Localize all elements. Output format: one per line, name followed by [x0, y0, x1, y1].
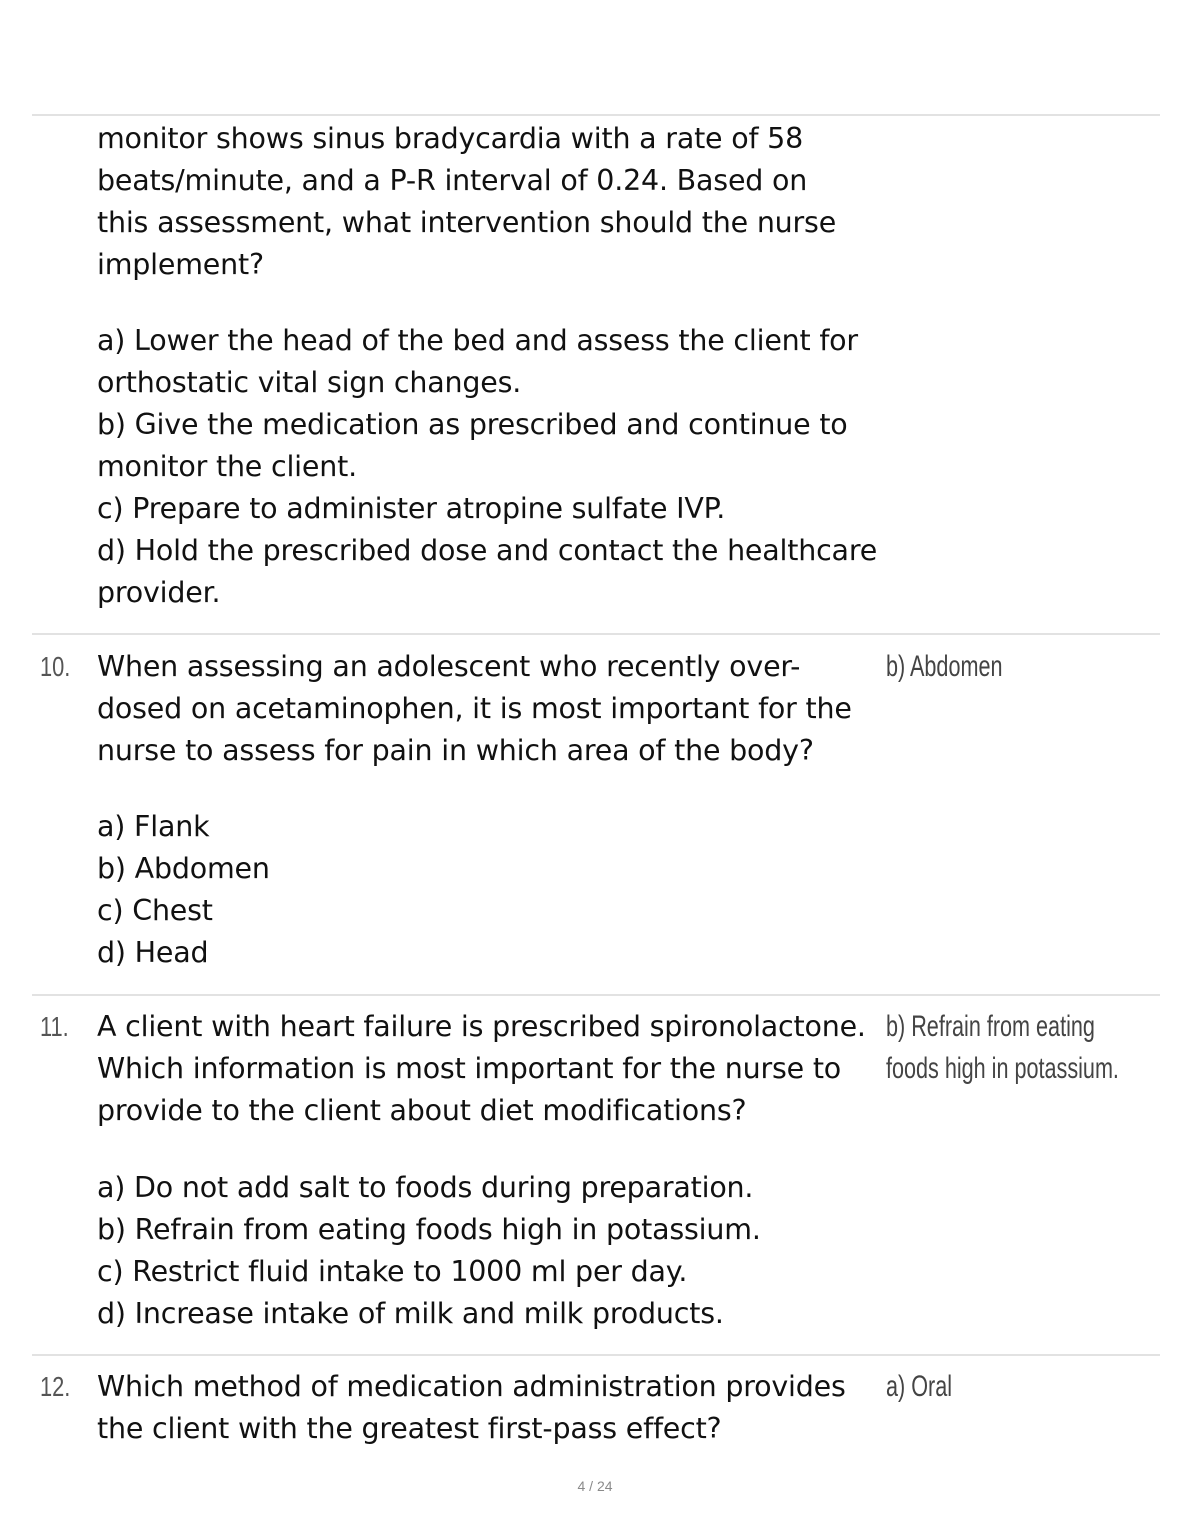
- option-line: orthostatic vital sign changes.: [97, 366, 522, 399]
- divider-top: [32, 114, 1160, 116]
- page-indicator: 4 / 24: [577, 1478, 613, 1494]
- q11-question-text: [97, 1006, 887, 1132]
- q10-question-text: [97, 646, 887, 772]
- q12-answer: [886, 1366, 952, 1408]
- option-line: d) Increase intake of milk and milk products.: [97, 1297, 724, 1330]
- option-line: b) Give the medication as prescribed and continue to: [97, 408, 848, 441]
- q12-question-text: [97, 1366, 887, 1450]
- question-number: 10.: [40, 651, 71, 682]
- question-number: 11.: [40, 1011, 69, 1042]
- question-line: implement?: [97, 248, 264, 281]
- divider-q10: [32, 633, 1160, 635]
- option-line: c) Restrict fluid intake to 1000 ml per day.: [97, 1255, 688, 1288]
- question-line: nurse to assess for pain in which area of the body?: [97, 734, 814, 767]
- question-line: provide to the client about diet modifications?: [97, 1094, 747, 1127]
- answer-line: b) Refrain from eating: [886, 1010, 1095, 1043]
- question-line: monitor shows sinus bradycardia with a rate of 58: [97, 122, 804, 155]
- answer-line: b) Abdomen: [886, 650, 1003, 683]
- option-line: c) Chest: [97, 894, 213, 927]
- option-line: c) Prepare to administer atropine sulfate IVP.: [97, 492, 726, 525]
- option-line: d) Hold the prescribed dose and contact the healthcare: [97, 534, 878, 567]
- question-line: Which method of medication administration provides: [97, 1370, 846, 1403]
- divider-q12: [32, 1354, 1160, 1356]
- option-line: d) Head: [97, 936, 209, 969]
- answer-line: a) Oral: [886, 1370, 953, 1403]
- option-line: monitor the client.: [97, 450, 357, 483]
- question-line: A client with heart failure is prescribed spironolactone.: [97, 1010, 866, 1043]
- answer-line: foods high in potassium.: [886, 1052, 1119, 1085]
- option-line: a) Do not add salt to foods during preparation.: [97, 1171, 754, 1204]
- question-line: beats/minute, and a P-R interval of 0.24. Based on: [97, 164, 808, 197]
- q11-options: [97, 1167, 887, 1335]
- option-line: b) Abdomen: [97, 852, 270, 885]
- question-line: Which information is most important for the nurse to: [97, 1052, 842, 1085]
- q10-options: [97, 806, 887, 974]
- question-line: When assessing an adolescent who recently over-: [97, 650, 801, 683]
- q10-answer: [886, 646, 1002, 688]
- continued-question-text: [97, 118, 887, 286]
- option-line: b) Refrain from eating foods high in potassium.: [97, 1213, 761, 1246]
- option-line: a) Lower the head of the bed and assess the client for: [97, 324, 858, 357]
- q11-answer: [886, 1006, 1119, 1090]
- question-line: dosed on acetaminophen, it is most important for the: [97, 692, 852, 725]
- question-line: the client with the greatest first-pass effect?: [97, 1412, 722, 1445]
- question-number: 12.: [40, 1371, 71, 1402]
- option-line: provider.: [97, 576, 221, 609]
- question-line: this assessment, what intervention should the nurse: [97, 206, 837, 239]
- continued-options: [97, 320, 887, 614]
- option-line: a) Flank: [97, 810, 210, 843]
- divider-q11: [32, 994, 1160, 996]
